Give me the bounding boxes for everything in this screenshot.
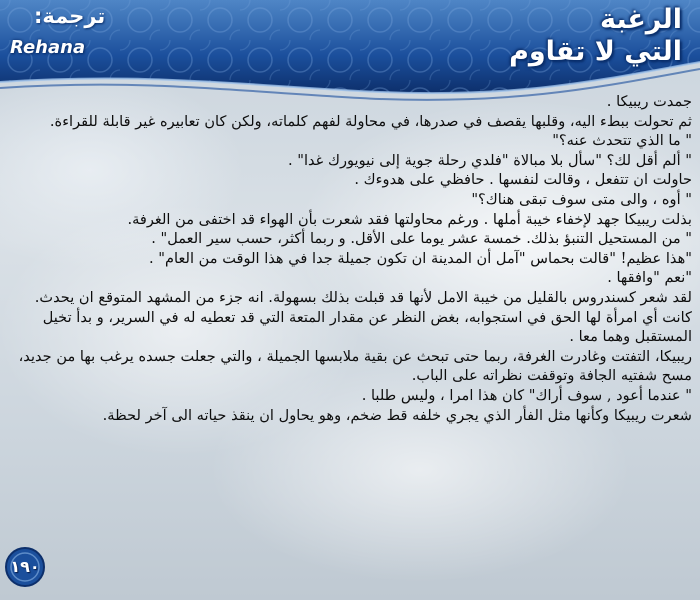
page-number-badge [4, 546, 46, 588]
title-line-2: التي لا تقاوم [509, 36, 682, 67]
story-text [8, 92, 692, 425]
paragraph: ريبيكا، التفتت وغادرت الغرفة، ربما حتى تبحث عن بقية ملابسها الجميلة ، والتي جعلت جسده يرغب بها من جديد، مسح شفتيه الجافة وتوقفت نظراته على الباب. [18, 347, 692, 385]
paragraph: " من المستحيل التنبؤ بذلك. خمسة عشر يوما على الأقل. و ربما أكثر، حسب سير العمل" . [151, 230, 692, 248]
paragraph: " ألم أقل لك؟ "سأل بلا مبالاة "فلدي رحلة جوية إلى نيويورك غدا" . [287, 151, 692, 169]
translator-name: Rehana [10, 37, 86, 58]
paragraph: جمدت ريبيكا . [606, 93, 692, 110]
translation-label: ترجمة: [34, 4, 106, 28]
header-banner [0, 0, 700, 105]
page-number: ١٩٠ [10, 557, 40, 576]
paragraph: بذلت ريبيكا جهد لإخفاء خيبة أملها . ورغم محاولتها فقد شعرت بأن الهواء قد اختفى من الغرفة. [127, 210, 692, 228]
paragraph: حاولت ان تتفعل ، وقالت لنفسها . حافظي على هدوءك . [354, 171, 692, 189]
title-line-1: الرغبة [599, 4, 682, 35]
paragraph: شعرت ريبيكا وكأنها مثل الفأر الذي يجري خلفه قط ضخم، وهو يحاول ان ينقذ حياته الى آخر لحظة. [102, 406, 692, 424]
paragraph: "نعم "وافقها . [607, 269, 692, 287]
paragraph: " أوه ، والى متى سوف تبقى هناك؟" [471, 190, 692, 208]
book-title [509, 4, 682, 68]
paragraph: " عندما أعود , سوف أراك" كان هذا امرا ، وليس طلبا . [361, 386, 692, 404]
paragraph: لقد شعر كسندروس بالقليل من خيبة الامل لأنها قد قبلت بذلك بسهولة. انه جزء من المشهد المتوقع ان يحدث. كانت أي امرأة لها الحق في استجوابه، بغض النظر عن مقدار المتعة التي قد تعطيه له في السرير، و بدأ تخيل المستقبل وهما معا . [34, 288, 692, 346]
paragraph: ثم تحولت ببطء اليه، وقلبها يقصف في صدرها، في محاولة لفهم كلماته، ولكن كان تعابيره غير قابلة للقراءة. [49, 112, 692, 130]
paragraph: "هذا عظيم! "قالت بحماس "آمل أن المدينة ان تكون جميلة جدا في هذا الوقت من العام" . [149, 249, 692, 267]
paragraph: " ما الذي تتحدث عنه؟" [552, 132, 692, 150]
